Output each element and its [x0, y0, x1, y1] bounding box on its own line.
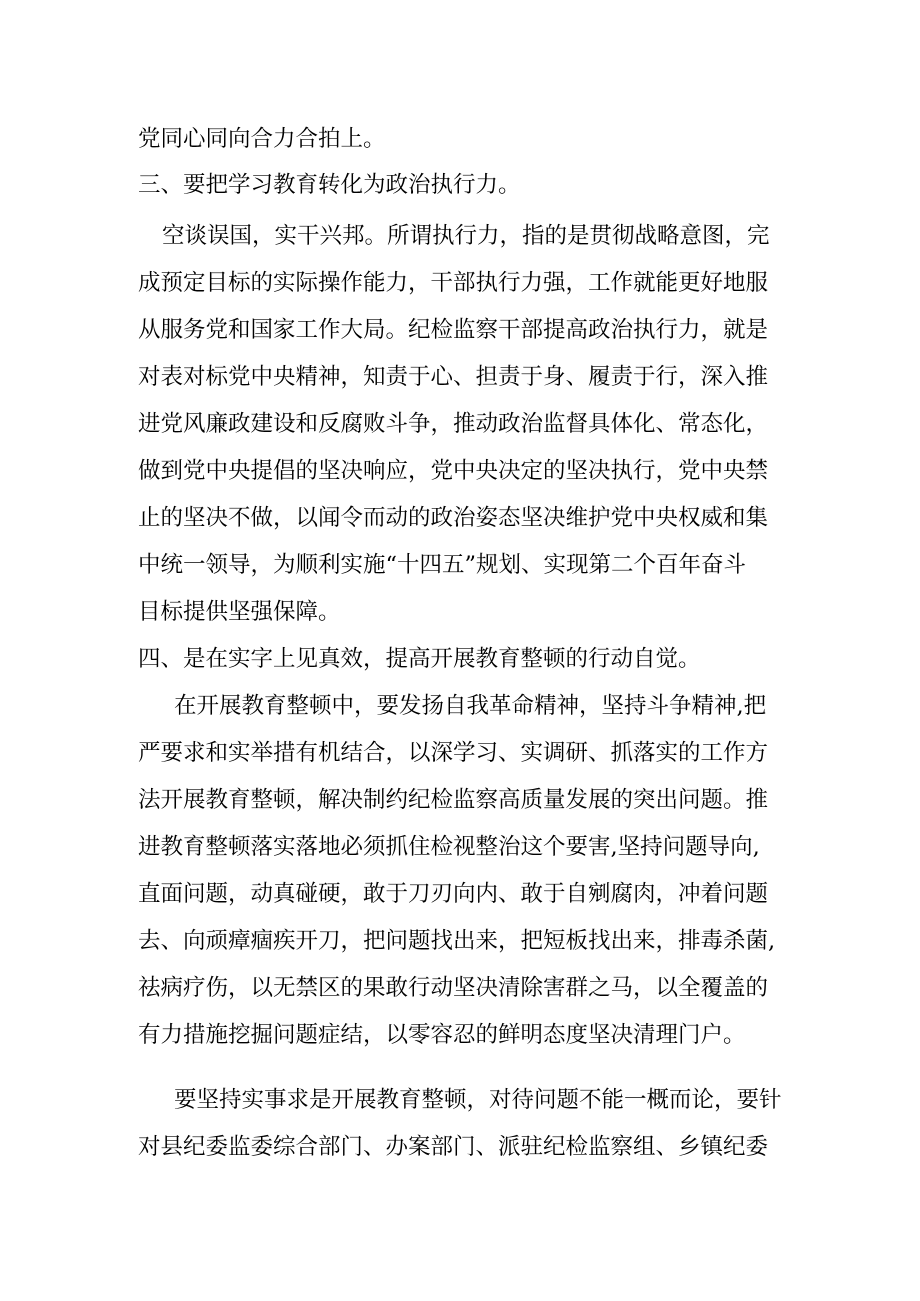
text-line: 要坚持实事求是开展教育整顿，对待问题不能一概而论，要针 [174, 1087, 782, 1113]
text-line: 对县纪委监委综合部门、办案部门、派驻纪检监察组、乡镇纪委 [138, 1134, 769, 1160]
text-line: 止的坚决不做，以闻令而动的政治姿态坚决维护党中央权威和集 [138, 505, 769, 531]
text-line: 对表对标党中央精神，知责于心、担责于身、履责于行，深入推 [138, 364, 769, 390]
text-line: 目标提供坚强保障。 [138, 599, 341, 625]
text-line: 中统一领导，为顺利实施“十四五”规划、实现第二个百年奋斗 [138, 552, 747, 578]
text-line: 在开展教育整顿中，要发扬自我革命精神，坚持斗争精神,把 [174, 693, 767, 719]
text-line: 法开展教育整顿，解决制约纪检监察高质量发展的突出问题。推 [138, 787, 769, 813]
text-line: 从服务党和国家工作大局。纪检监察干部提高政治执行力，就是 [138, 317, 769, 343]
text-line: 做到党中央提倡的坚决响应，党中央决定的坚决执行，党中央禁 [138, 458, 769, 484]
text-line: 成预定目标的实际操作能力，干部执行力强，工作就能更好地服 [138, 270, 769, 296]
text-line: 直面问题，动真碰硬，敢于刀刃向内、敢于自剜腐肉，冲着问题 [138, 881, 769, 907]
section-heading: 四、是在实字上见真效，提高开展教育整顿的行动自觉。 [138, 646, 701, 672]
text-line: 有力措施挖掘问题症结，以零容忍的鲜明态度坚决清理门户。 [138, 1022, 746, 1048]
text-line: 祛病疗伤，以无禁区的果敢行动坚决清除害群之马，以全覆盖的 [138, 975, 769, 1001]
text-line: 进党风廉政建设和反腐败斗争，推动政治监督具体化、常态化， [138, 411, 769, 437]
text-line: 空谈误国，实干兴邦。所谓执行力，指的是贯彻战略意图，完 [162, 223, 770, 249]
text-line: 严要求和实举措有机结合，以深学习、实调研、抓落实的工作方 [138, 740, 769, 766]
text-line: 去、向顽瘴痼疾开刀，把问题找出来，把短板找出来，排毒杀菌, [138, 928, 776, 954]
text-line: 党同心同向合力合拍上。 [138, 126, 386, 152]
section-heading: 三、要把学习教育转化为政治执行力。 [138, 172, 521, 198]
text-line: 进教育整顿落实落地必须抓住检视整治这个要害,坚持问题导向, [138, 834, 760, 860]
